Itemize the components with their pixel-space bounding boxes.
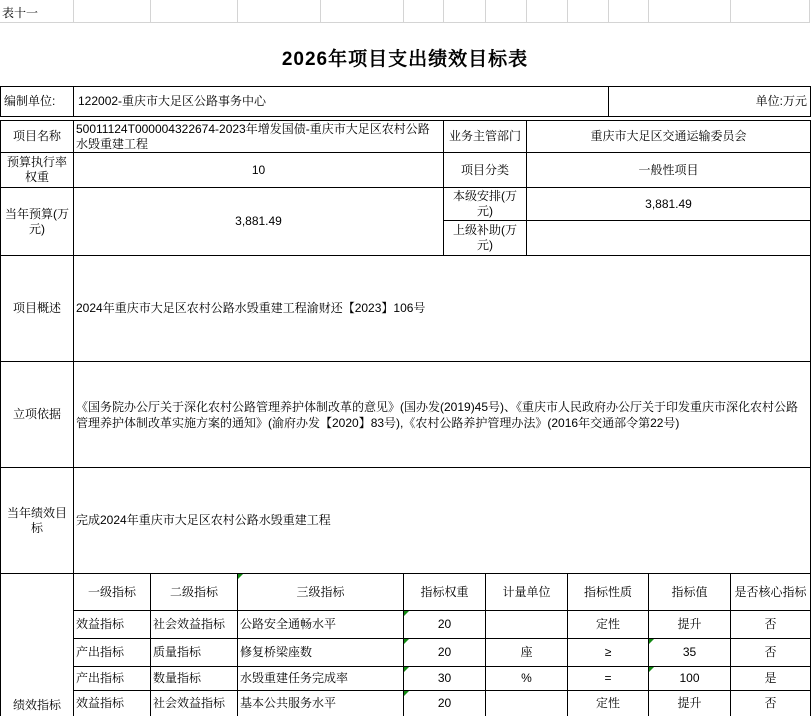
gridline bbox=[526, 0, 527, 22]
indicator-cell[interactable]: 提升 bbox=[649, 691, 731, 716]
sheet-header-row bbox=[0, 0, 810, 23]
indicators-label-cell[interactable]: 绩效指标 bbox=[1, 574, 74, 716]
indicator-cell[interactable] bbox=[404, 691, 486, 716]
gridline bbox=[73, 0, 74, 22]
project-name-label-cell[interactable]: 项目名称 bbox=[1, 121, 74, 153]
annual-budget-label-cell[interactable]: 当年预算(万元) bbox=[1, 188, 74, 256]
indicator-header-weight[interactable]: 指标权重 bbox=[404, 574, 486, 611]
indicator-cell[interactable]: 效益指标 bbox=[74, 611, 151, 639]
excel-flag-icon bbox=[404, 667, 409, 672]
gridline bbox=[730, 0, 731, 22]
sheet-number-label: 表十一 bbox=[2, 6, 39, 20]
dept-value-cell[interactable]: 重庆市大足区交通运输委员会 bbox=[527, 121, 811, 153]
excel-flag-icon bbox=[238, 574, 243, 579]
indicator-cell[interactable] bbox=[486, 691, 568, 716]
indicator-cell[interactable]: 座 bbox=[486, 639, 568, 667]
prepared-by-row bbox=[0, 86, 811, 117]
gridline bbox=[237, 0, 238, 22]
indicator-cell-text: 20 bbox=[437, 696, 452, 710]
indicator-cell[interactable]: 效益指标 bbox=[74, 691, 151, 716]
indicator-cell[interactable]: 水毁重建任务完成率 bbox=[238, 667, 404, 691]
overview-label-cell[interactable]: 项目概述 bbox=[1, 256, 74, 362]
local-arrangement-value-cell[interactable]: 3,881.49 bbox=[527, 188, 811, 221]
indicator-cell[interactable]: 质量指标 bbox=[151, 639, 238, 667]
indicator-header-value[interactable]: 指标值 bbox=[649, 574, 731, 611]
page-title: 2026年项目支出绩效目标表 bbox=[281, 49, 529, 70]
annual-goal-value-cell[interactable]: 完成2024年重庆市大足区农村公路水毁重建工程 bbox=[74, 468, 811, 574]
indicator-header-level3[interactable] bbox=[238, 574, 404, 611]
excel-flag-icon bbox=[649, 639, 654, 644]
indicator-header-level2[interactable]: 二级指标 bbox=[151, 574, 238, 611]
gridline bbox=[403, 0, 404, 22]
prepared-by-label-cell[interactable]: 编制单位: bbox=[1, 87, 74, 117]
gridline bbox=[443, 0, 444, 22]
gridline bbox=[648, 0, 649, 22]
gridline bbox=[320, 0, 321, 22]
indicator-cell-text: 100 bbox=[679, 671, 700, 685]
indicator-cell[interactable] bbox=[649, 639, 731, 667]
local-arrangement-label-cell[interactable]: 本级安排(万元) bbox=[444, 188, 527, 221]
project-name-value-cell[interactable]: 50011124T000004322674-2023年增发国债-重庆市大足区农村公路水毁重建工程 bbox=[74, 121, 444, 153]
indicator-cell[interactable]: 否 bbox=[731, 639, 811, 667]
indicator-cell[interactable]: 定性 bbox=[568, 611, 649, 639]
indicator-cell[interactable]: % bbox=[486, 667, 568, 691]
indicator-cell-text: 20 bbox=[437, 645, 452, 659]
excel-flag-icon bbox=[404, 691, 409, 696]
indicator-cell[interactable]: 修复桥梁座数 bbox=[238, 639, 404, 667]
indicator-cell[interactable]: 产出指标 bbox=[74, 639, 151, 667]
budget-exec-weight-label-cell[interactable]: 预算执行率权重 bbox=[1, 153, 74, 188]
indicator-cell[interactable]: ≥ bbox=[568, 639, 649, 667]
indicator-cell[interactable]: 公路安全通畅水平 bbox=[238, 611, 404, 639]
indicator-cell-text: 30 bbox=[437, 671, 452, 685]
indicator-cell-text: 20 bbox=[437, 617, 452, 631]
annual-budget-value-cell[interactable]: 3,881.49 bbox=[74, 188, 444, 256]
indicator-header-level3-text: 三级指标 bbox=[296, 584, 345, 599]
indicator-cell[interactable]: 定性 bbox=[568, 691, 649, 716]
superior-subsidy-value-cell[interactable] bbox=[527, 221, 811, 256]
unit-note-cell[interactable]: 单位:万元 bbox=[609, 87, 811, 117]
superior-subsidy-label-cell[interactable]: 上级补助(万元) bbox=[444, 221, 527, 256]
excel-flag-icon bbox=[649, 667, 654, 672]
basis-label-cell[interactable]: 立项依据 bbox=[1, 362, 74, 468]
budget-exec-weight-value-cell[interactable]: 10 bbox=[74, 153, 444, 188]
basis-value-cell[interactable]: 《国务院办公厅关于深化农村公路管理养护体制改革的意见》(国办发(2019)45号)、《重庆市人民政府办公厅关于印发重庆市深化农村公路管理养护体制改革实施方案的通知》(渝府办发【2020】83号),《农村公路养护管理办法》(2016年交通部令第22号) bbox=[74, 362, 811, 468]
indicator-cell[interactable] bbox=[404, 639, 486, 667]
indicator-header-level1[interactable]: 一级指标 bbox=[74, 574, 151, 611]
indicator-cell[interactable] bbox=[404, 611, 486, 639]
indicator-cell[interactable]: = bbox=[568, 667, 649, 691]
overview-value-cell[interactable]: 2024年重庆市大足区农村公路水毁重建工程渝财还【2023】106号 bbox=[74, 256, 811, 362]
performance-target-table bbox=[0, 120, 811, 716]
indicator-cell[interactable]: 社会效益指标 bbox=[151, 691, 238, 716]
indicator-cell[interactable]: 社会效益指标 bbox=[151, 611, 238, 639]
dept-label-cell[interactable]: 业务主管部门 bbox=[444, 121, 527, 153]
indicator-header-core[interactable]: 是否核心指标 bbox=[731, 574, 811, 611]
indicator-header-nature[interactable]: 指标性质 bbox=[568, 574, 649, 611]
gridline bbox=[608, 0, 609, 22]
excel-flag-icon bbox=[404, 639, 409, 644]
indicator-cell-text: 35 bbox=[682, 645, 697, 659]
indicator-cell[interactable]: 否 bbox=[731, 691, 811, 716]
indicator-cell[interactable]: 提升 bbox=[649, 611, 731, 639]
indicator-cell[interactable]: 数量指标 bbox=[151, 667, 238, 691]
category-label-cell[interactable]: 项目分类 bbox=[444, 153, 527, 188]
indicator-cell[interactable] bbox=[649, 667, 731, 691]
category-value-cell[interactable]: 一般性项目 bbox=[527, 153, 811, 188]
indicator-cell[interactable]: 是 bbox=[731, 667, 811, 691]
gridline bbox=[150, 0, 151, 22]
indicator-header-unit[interactable]: 计量单位 bbox=[486, 574, 568, 611]
indicator-cell[interactable] bbox=[486, 611, 568, 639]
indicator-cell[interactable]: 否 bbox=[731, 611, 811, 639]
gridline bbox=[567, 0, 568, 22]
gridline bbox=[485, 0, 486, 22]
excel-flag-icon bbox=[404, 611, 409, 616]
indicator-cell[interactable]: 基本公共服务水平 bbox=[238, 691, 404, 716]
annual-goal-label-cell[interactable]: 当年绩效目标 bbox=[1, 468, 74, 574]
prepared-by-value-cell[interactable]: 122002-重庆市大足区公路事务中心 bbox=[74, 87, 609, 117]
gridline bbox=[809, 0, 810, 22]
indicator-cell[interactable] bbox=[404, 667, 486, 691]
indicator-cell[interactable]: 产出指标 bbox=[74, 667, 151, 691]
